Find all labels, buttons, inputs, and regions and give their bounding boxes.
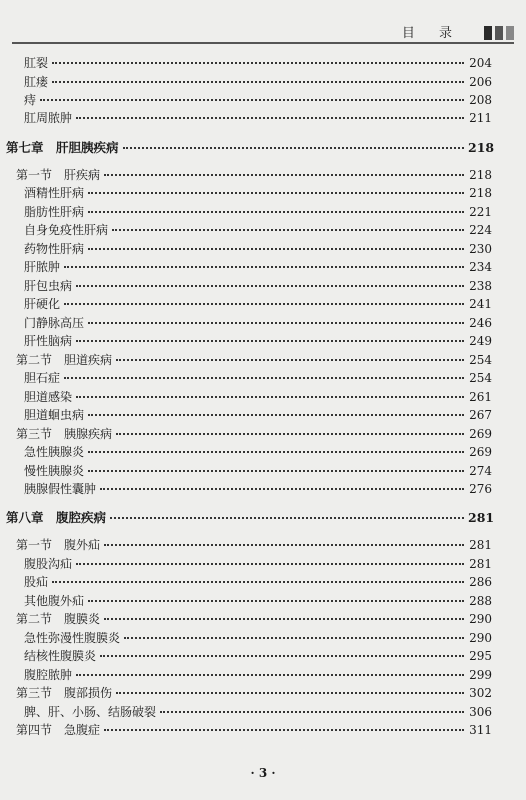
toc-page: 204 — [469, 56, 492, 70]
toc-label: 第三节 胰腺疾病 — [16, 427, 113, 441]
toc-page: 274 — [469, 464, 492, 478]
dot-leader — [76, 116, 464, 119]
toc-page: 208 — [469, 93, 492, 107]
toc-page: 269 — [469, 445, 492, 459]
toc-page: 254 — [469, 353, 492, 367]
toc-page: 218 — [468, 140, 495, 155]
toc-section — [0, 684, 526, 702]
dot-leader — [104, 617, 464, 620]
toc-label: 第二节 胆道疾病 — [16, 353, 113, 367]
toc-label: 第二节 腹膜炎 — [16, 612, 101, 626]
toc-page: 267 — [469, 408, 492, 422]
toc-page: 295 — [469, 649, 492, 663]
toc-item — [0, 332, 526, 350]
toc-page: 249 — [469, 334, 492, 348]
toc-item — [0, 369, 526, 387]
header-title: 目 录 — [401, 26, 462, 41]
toc-label: 门静脉高压 — [24, 316, 85, 330]
toc-page: 254 — [469, 371, 492, 385]
toc-label: 腹股沟疝 — [24, 557, 73, 571]
dot-leader — [100, 654, 464, 657]
dot-leader — [76, 562, 464, 565]
toc-label: 第四节 急腹症 — [16, 723, 101, 737]
toc-label: 脾、肝、小肠、结肠破裂 — [24, 705, 157, 719]
toc-label: 其他腹外疝 — [24, 594, 85, 608]
toc-label: 第七章 肝胆胰疾病 — [6, 140, 119, 155]
toc-page: 221 — [469, 205, 492, 219]
dot-leader — [104, 728, 464, 731]
toc-page: 218 — [469, 168, 492, 182]
toc-label: 肛裂 — [24, 56, 49, 70]
toc-item — [0, 314, 526, 332]
toc-item — [0, 666, 526, 684]
toc-item — [0, 703, 526, 721]
toc-label: 股疝 — [24, 575, 49, 589]
toc-section — [0, 610, 526, 628]
toc-section — [0, 425, 526, 443]
toc-item — [0, 647, 526, 665]
dot-leader — [116, 691, 464, 694]
toc-page: 269 — [469, 427, 492, 441]
dot-leader — [88, 469, 464, 472]
toc-label: 急性弥漫性腹膜炎 — [24, 631, 121, 645]
toc-page: 302 — [469, 686, 492, 700]
toc-item — [0, 54, 526, 72]
toc-page: 224 — [469, 223, 492, 237]
toc-page: 311 — [469, 723, 492, 737]
dot-leader — [116, 358, 464, 361]
dot-leader — [52, 80, 464, 83]
dot-leader — [52, 580, 464, 583]
toc-item — [0, 406, 526, 424]
toc-item — [0, 573, 526, 591]
toc-label: 胰腺假性囊肿 — [24, 482, 97, 496]
toc-label: 急性胰腺炎 — [24, 445, 85, 459]
toc-label: 自身免疫性肝病 — [24, 223, 109, 237]
toc-item — [0, 295, 526, 313]
dot-leader — [88, 210, 464, 213]
dot-leader — [76, 339, 464, 342]
toc-item — [0, 555, 526, 573]
toc-page: 211 — [469, 111, 492, 125]
dot-leader — [64, 376, 464, 379]
toc-label: 肝硬化 — [24, 297, 61, 311]
toc-item — [0, 203, 526, 221]
toc-page: 238 — [469, 279, 492, 293]
toc-item — [0, 221, 526, 239]
toc-item — [0, 592, 526, 610]
toc-label: 胆道蛔虫病 — [24, 408, 85, 422]
page-number: · 3 · — [250, 766, 276, 780]
toc-label: 肛周脓肿 — [24, 111, 73, 125]
toc-page: 288 — [469, 594, 492, 608]
toc-page: 234 — [469, 260, 492, 274]
toc-label: 痔 — [24, 93, 37, 107]
toc-label: 结核性腹膜炎 — [24, 649, 97, 663]
dot-leader — [110, 516, 464, 519]
dot-leader — [88, 599, 464, 602]
toc-label: 肝性脑病 — [24, 334, 73, 348]
toc-item — [0, 388, 526, 406]
dot-leader — [123, 146, 464, 149]
toc-label: 药物性肝病 — [24, 242, 85, 256]
toc-page: 241 — [469, 297, 492, 311]
dot-leader — [88, 450, 464, 453]
toc-section — [0, 351, 526, 369]
dot-leader — [112, 228, 464, 231]
toc-page: 281 — [469, 557, 492, 571]
dot-leader — [104, 173, 464, 176]
toc-page: 281 — [469, 538, 492, 552]
toc-item — [0, 240, 526, 258]
toc-label: 脂肪性肝病 — [24, 205, 85, 219]
toc-item — [0, 629, 526, 647]
header-decoration — [484, 26, 514, 40]
toc-page: 290 — [469, 631, 492, 645]
toc-chapter — [0, 508, 526, 526]
toc-item — [0, 184, 526, 202]
toc-page: 206 — [469, 75, 492, 89]
dot-leader — [76, 395, 464, 398]
toc-label: 第八章 腹腔疾病 — [6, 510, 107, 525]
toc-item — [0, 258, 526, 276]
dot-leader — [76, 284, 464, 287]
dot-leader — [104, 543, 464, 546]
toc-section — [0, 536, 526, 554]
toc-page: 281 — [468, 510, 495, 525]
header-rule — [12, 42, 514, 44]
toc-label: 胆道感染 — [24, 390, 73, 404]
toc-label: 肝包虫病 — [24, 279, 73, 293]
toc-item — [0, 480, 526, 498]
dot-leader — [100, 487, 464, 490]
dot-leader — [160, 710, 464, 713]
toc-item — [0, 91, 526, 109]
toc-label: 胆石症 — [24, 371, 61, 385]
toc-page: 218 — [469, 186, 492, 200]
toc-label: 慢性胰腺炎 — [24, 464, 85, 478]
toc-section — [0, 166, 526, 184]
dot-leader — [88, 321, 464, 324]
dot-leader — [88, 413, 464, 416]
toc-page: 290 — [469, 612, 492, 626]
dot-leader — [124, 636, 464, 639]
toc-label: 第一节 肝疾病 — [16, 168, 101, 182]
toc-item — [0, 73, 526, 91]
dot-leader — [88, 191, 464, 194]
toc-label: 腹腔脓肿 — [24, 668, 73, 682]
toc-label: 酒精性肝病 — [24, 186, 85, 200]
toc-item — [0, 109, 526, 127]
toc-item — [0, 277, 526, 295]
running-header — [12, 20, 514, 46]
toc-chapter — [0, 138, 526, 156]
dot-leader — [52, 61, 464, 64]
toc-section — [0, 721, 526, 739]
toc-page: 286 — [469, 575, 492, 589]
dot-leader — [40, 98, 464, 101]
toc-label: 肝脓肿 — [24, 260, 61, 274]
dot-leader — [64, 302, 464, 305]
toc-label: 肛瘘 — [24, 75, 49, 89]
toc-page: 276 — [469, 482, 492, 496]
toc-label: 第三节 腹部损伤 — [16, 686, 113, 700]
dot-leader — [116, 432, 464, 435]
dot-leader — [76, 673, 464, 676]
dot-leader — [88, 247, 464, 250]
toc-label: 第一节 腹外疝 — [16, 538, 101, 552]
toc-item — [0, 443, 526, 461]
dot-leader — [64, 265, 464, 268]
toc-item — [0, 462, 526, 480]
toc-page: 246 — [469, 316, 492, 330]
toc-page: 299 — [469, 668, 492, 682]
toc-page: 306 — [469, 705, 492, 719]
toc-page: 230 — [469, 242, 492, 256]
toc-page: 261 — [469, 390, 492, 404]
